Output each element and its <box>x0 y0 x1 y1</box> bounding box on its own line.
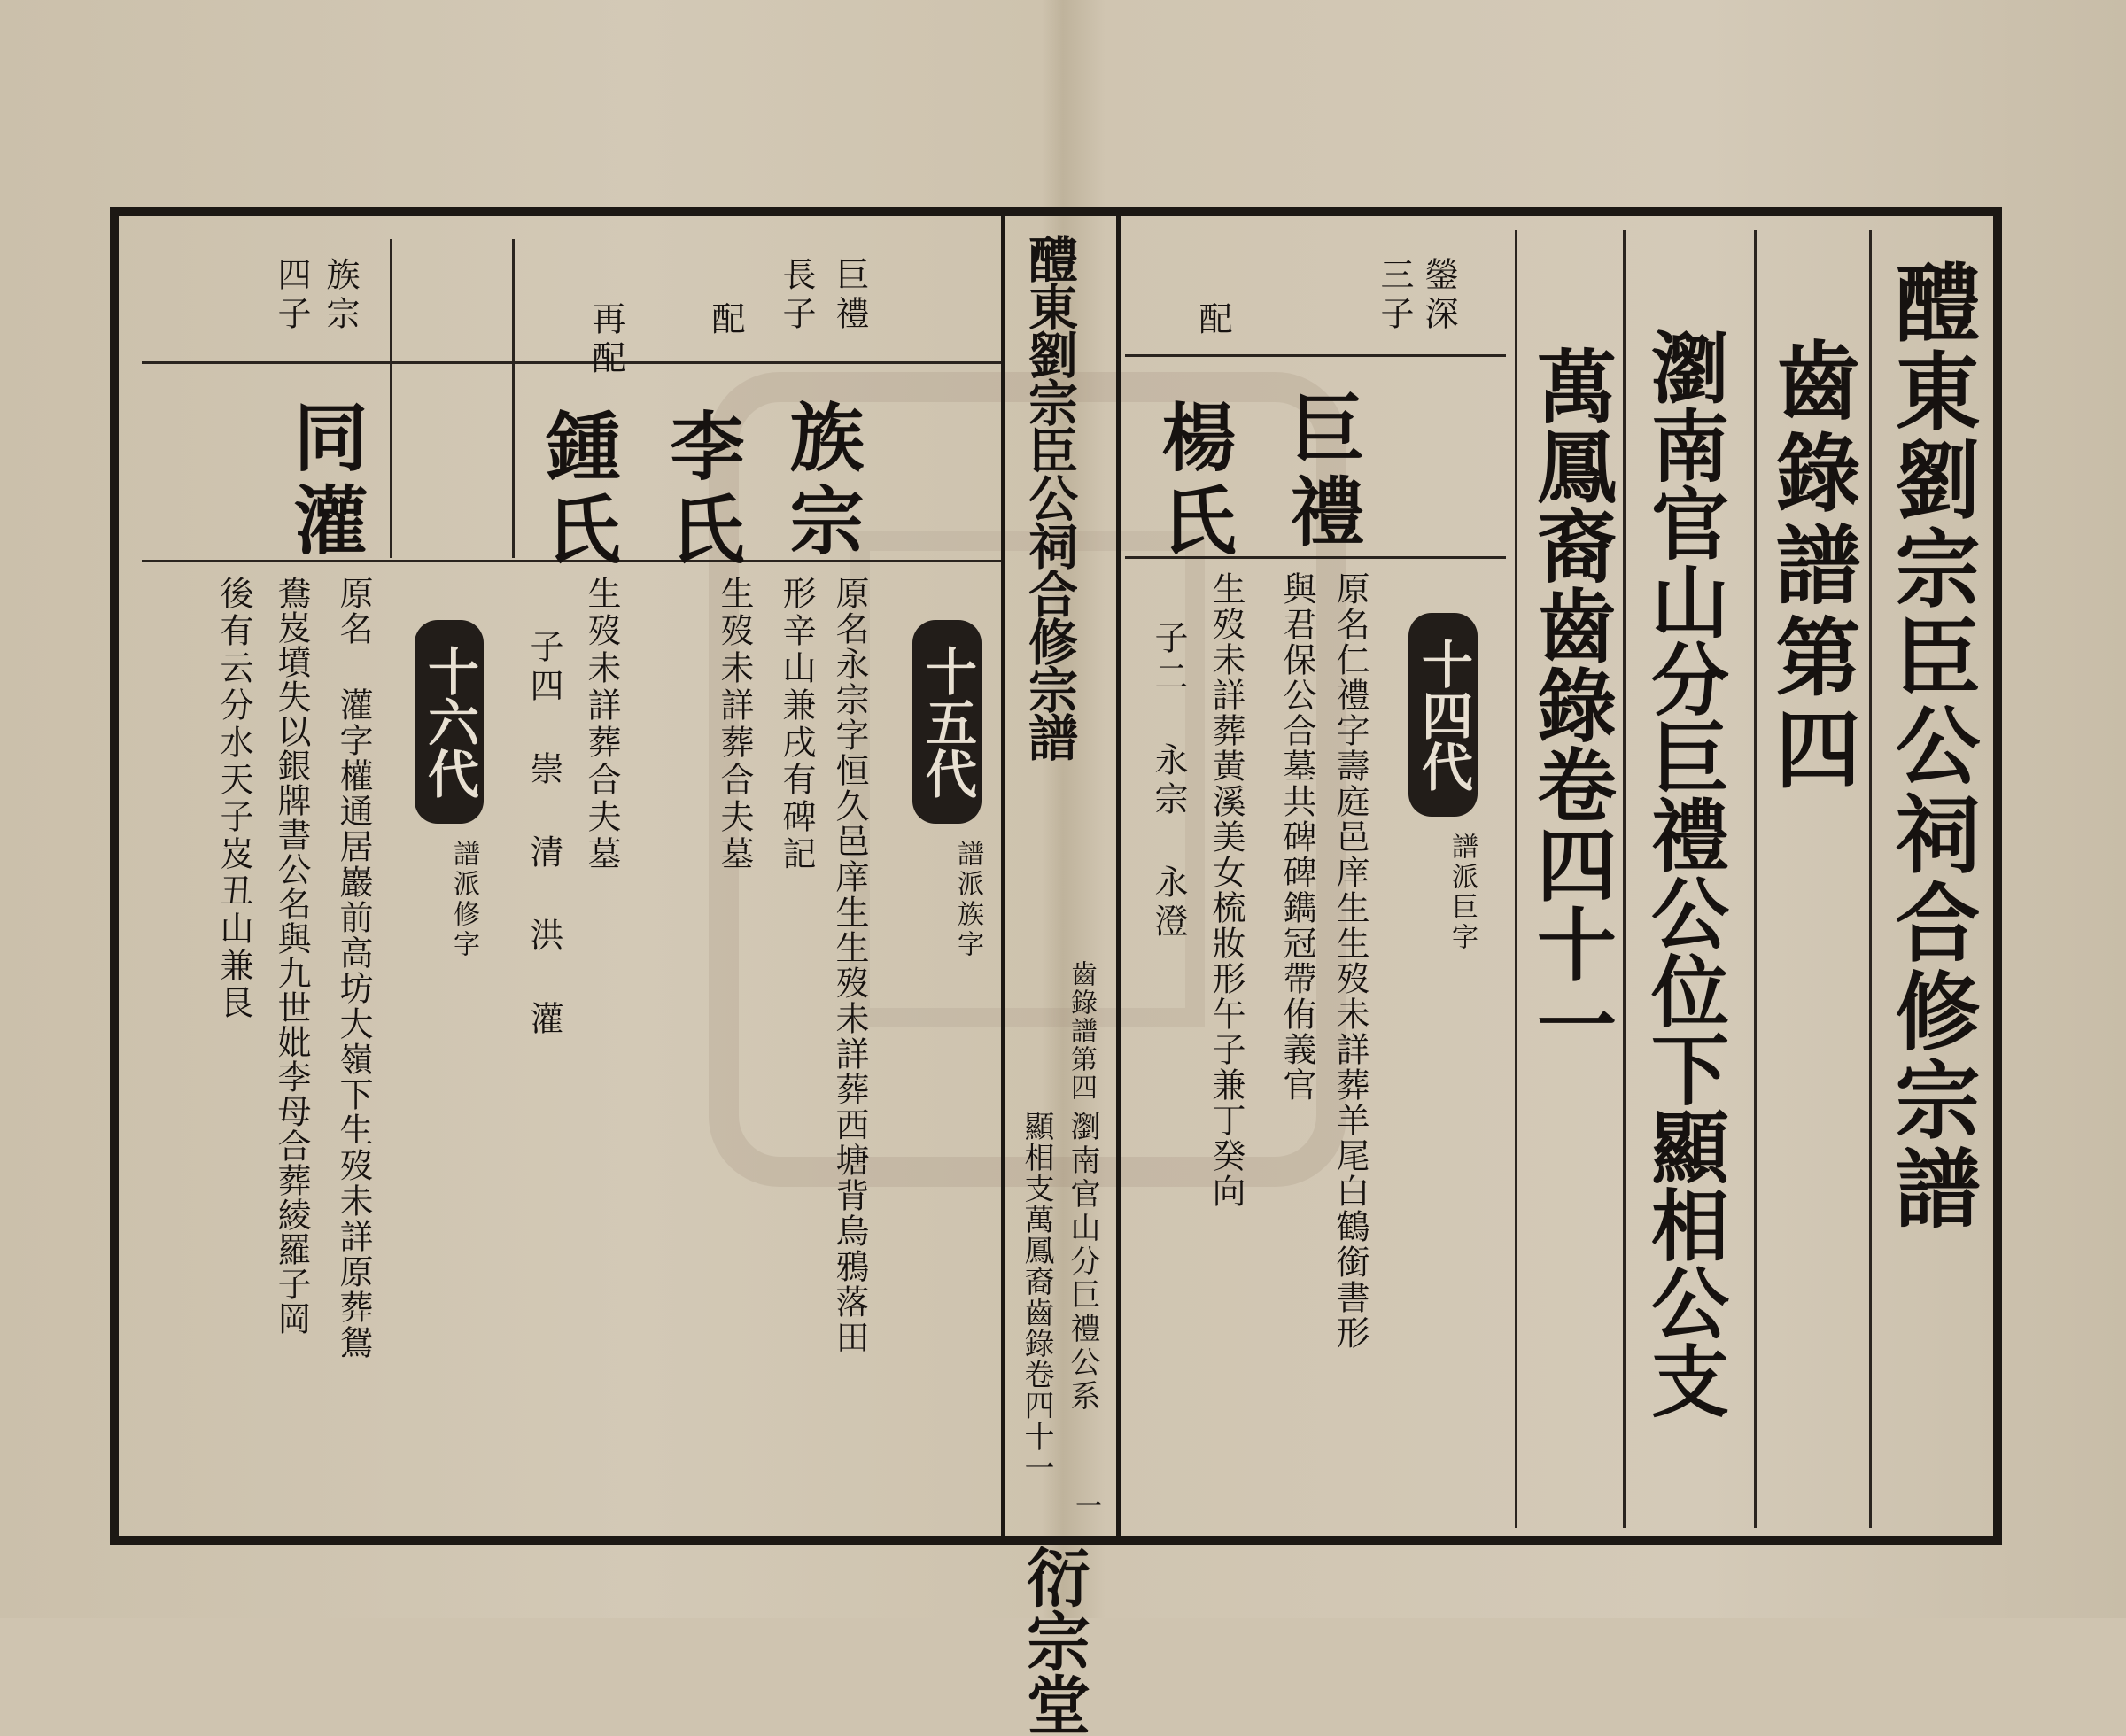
bio14-col4: 子二 永宗 永澄 <box>1149 620 1188 942</box>
person-tongguan: 同灌 <box>282 399 369 565</box>
bio14-col2: 與君保公合墓共碑碑鐫冠帶侑義官 <box>1277 571 1316 1103</box>
header-right-sub: 三子 <box>1375 257 1414 335</box>
generation-15-badge: 十五代 <box>912 620 982 824</box>
bio15-col5: 子四 崇 清 洪 灌 <box>524 629 563 1040</box>
section-title: 齒錄譜第四 <box>1762 337 1862 797</box>
pei-right: 配 <box>1193 301 1232 340</box>
center-title: 醴東劉宗臣公祠合修宗譜 <box>1020 234 1079 760</box>
pupai-15: 譜派族字 <box>952 840 983 960</box>
pupai-16: 譜派修字 <box>448 840 479 960</box>
person-zhong: 鍾氏 <box>534 407 622 574</box>
person-yang: 楊氏 <box>1150 399 1238 565</box>
header-left-sub: 長子 <box>777 257 816 335</box>
bio16-col3: 後有云分水天子岌丑山兼艮 <box>214 576 253 1022</box>
main-title: 醴東劉宗臣公祠合修宗譜 <box>1882 259 1982 1233</box>
generation-14-badge: 十四代 <box>1408 613 1478 817</box>
zuzong-sub: 四子 <box>272 257 311 335</box>
rule-top-left <box>142 361 1001 364</box>
rule-left-2 <box>390 239 392 558</box>
person-li: 李氏 <box>658 407 746 574</box>
bio15-col4: 生歿未詳葬合夫墓 <box>582 576 621 873</box>
rule-right-1 <box>1869 230 1872 1528</box>
generation-16-badge: 十六代 <box>415 620 484 824</box>
center-line-3: 顯相支萬鳳裔齒錄卷四十一 <box>1019 1111 1054 1483</box>
header-left-name: 巨禮 <box>830 257 869 335</box>
person-juli: 巨禮 <box>1278 390 1366 556</box>
branch-title: 瀏南官山分巨禮公位下顯相公支 <box>1639 328 1731 1419</box>
center-line-1: 齒錄譜第四 <box>1066 960 1097 1102</box>
bio16-col2: 鴦岌墳失以銀牌書公名與九世妣李母合葬綾羅子岡 <box>272 576 311 1336</box>
rule-right-4 <box>1515 230 1517 1528</box>
bio14-col1: 原名仁禮字壽庭邑庠生生歿未詳葬羊尾白鶴銜書形 <box>1331 571 1369 1351</box>
rule-right-2 <box>1754 230 1757 1528</box>
bio14-col3: 生歿未詳葬黃溪美女梳妝形午子兼丁癸向 <box>1207 571 1245 1209</box>
person-zuzong: 族宗 <box>778 399 865 565</box>
center-line-2: 瀏南官山分巨禮公系 <box>1065 1111 1100 1414</box>
rule-right-3 <box>1623 230 1626 1528</box>
bio15-col1: 原名永宗字恒久邑庠生生歿未詳葬西塘背烏鴉落田 <box>830 576 869 1355</box>
bio16-col1: 原名 灌字權通居巖前高坊大嶺下生歿未詳原葬鴛 <box>334 576 373 1360</box>
rule-top-right <box>1125 354 1506 357</box>
center-fold-column <box>1001 216 1121 1736</box>
center-page-no: 一 <box>1070 1492 1101 1518</box>
pupai-14: 譜派巨字 <box>1447 833 1478 953</box>
header-right-name: 鎣深 <box>1419 257 1458 335</box>
zuzong-top: 族宗 <box>321 257 360 335</box>
bio15-col3: 生歿未詳葬合夫墓 <box>715 576 754 873</box>
zai-pei: 再配 <box>586 301 625 379</box>
bio15-col2: 形辛山兼戌有碑記 <box>777 576 816 873</box>
volume-title: 萬鳳裔齒錄卷四十一 <box>1523 345 1617 1063</box>
pei-left: 配 <box>706 301 745 340</box>
hall-name: 衍宗堂 <box>1016 1545 1091 1736</box>
rule-left-1 <box>512 239 515 558</box>
